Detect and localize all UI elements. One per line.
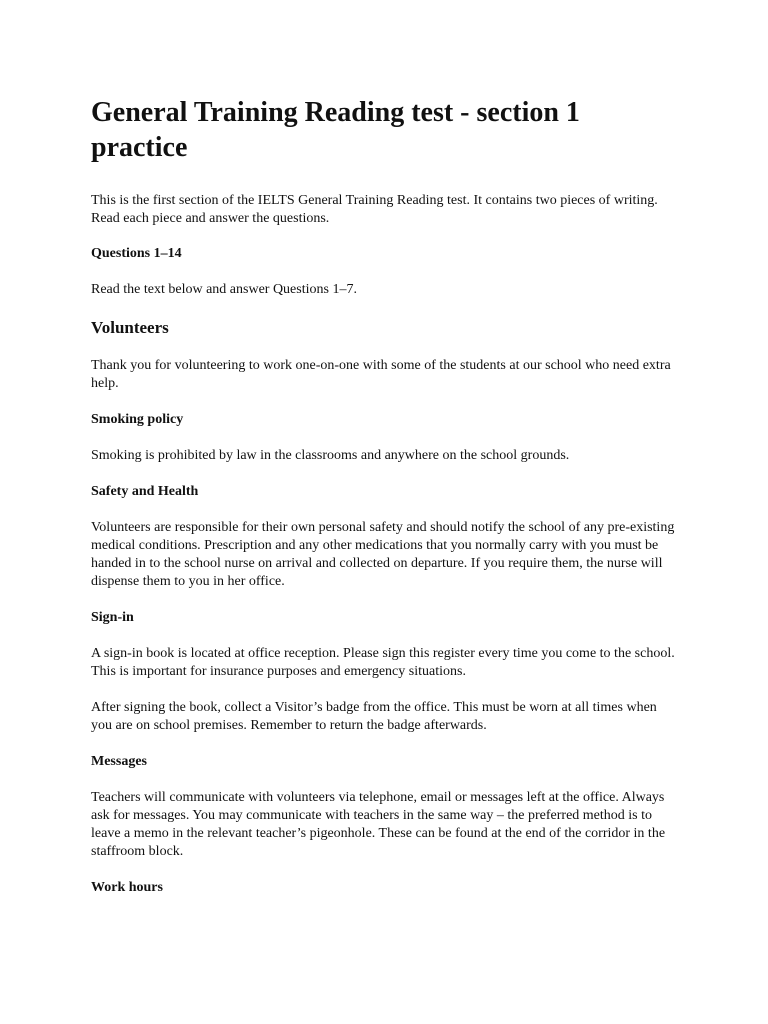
questions-heading: Questions 1–14	[91, 246, 182, 261]
sign-in-paragraph-1: A sign-in book is located at office reception. Please sign this register every time you come to the school. This is important for insurance purposes and emergency situations.	[91, 646, 675, 679]
opening-paragraph: Thank you for volunteering to work one-on-one with some of the students at our school who need extra help.	[91, 358, 671, 391]
sign-in-paragraph-2: After signing the book, collect a Visitor’s badge from the office. This must be worn at all times when you are on school premises. Remember to return the badge afterwards.	[91, 700, 657, 733]
safety-health-paragraph: Volunteers are responsible for their own personal safety and should notify the school of any pre-existing medical conditions. Prescription and any other medications that you normally carry with you must be handed in to the school nurse on arrival and collected on departure. If you require them, the nurse will dispense them to you in her office.	[91, 520, 675, 589]
smoking-policy-paragraph: Smoking is prohibited by law in the classrooms and anywhere on the school grounds.	[91, 448, 570, 463]
smoking-policy-heading: Smoking policy	[91, 412, 184, 427]
work-hours-heading: Work hours	[91, 880, 163, 895]
sign-in-heading: Sign-in	[91, 610, 134, 625]
article-title: Volunteers	[91, 318, 169, 337]
instruction-paragraph: Read the text below and answer Questions 1–7.	[91, 282, 357, 297]
page-title: General Training Reading test - section 1 practice	[91, 97, 580, 163]
messages-paragraph: Teachers will communicate with volunteers via telephone, email or messages left at the office. Always ask for messages. You may communicate with teachers in the same way – the preferred method is to leave a memo in the relevant teacher’s pigeonhole. These can be found at the end of the corridor in the staffroom block.	[91, 790, 666, 859]
messages-heading: Messages	[91, 754, 147, 769]
intro-paragraph: This is the first section of the IELTS General Training Reading test. It contains two pieces of writing. Read each piece and answer the questions.	[91, 193, 658, 226]
safety-health-heading: Safety and Health	[91, 484, 199, 499]
